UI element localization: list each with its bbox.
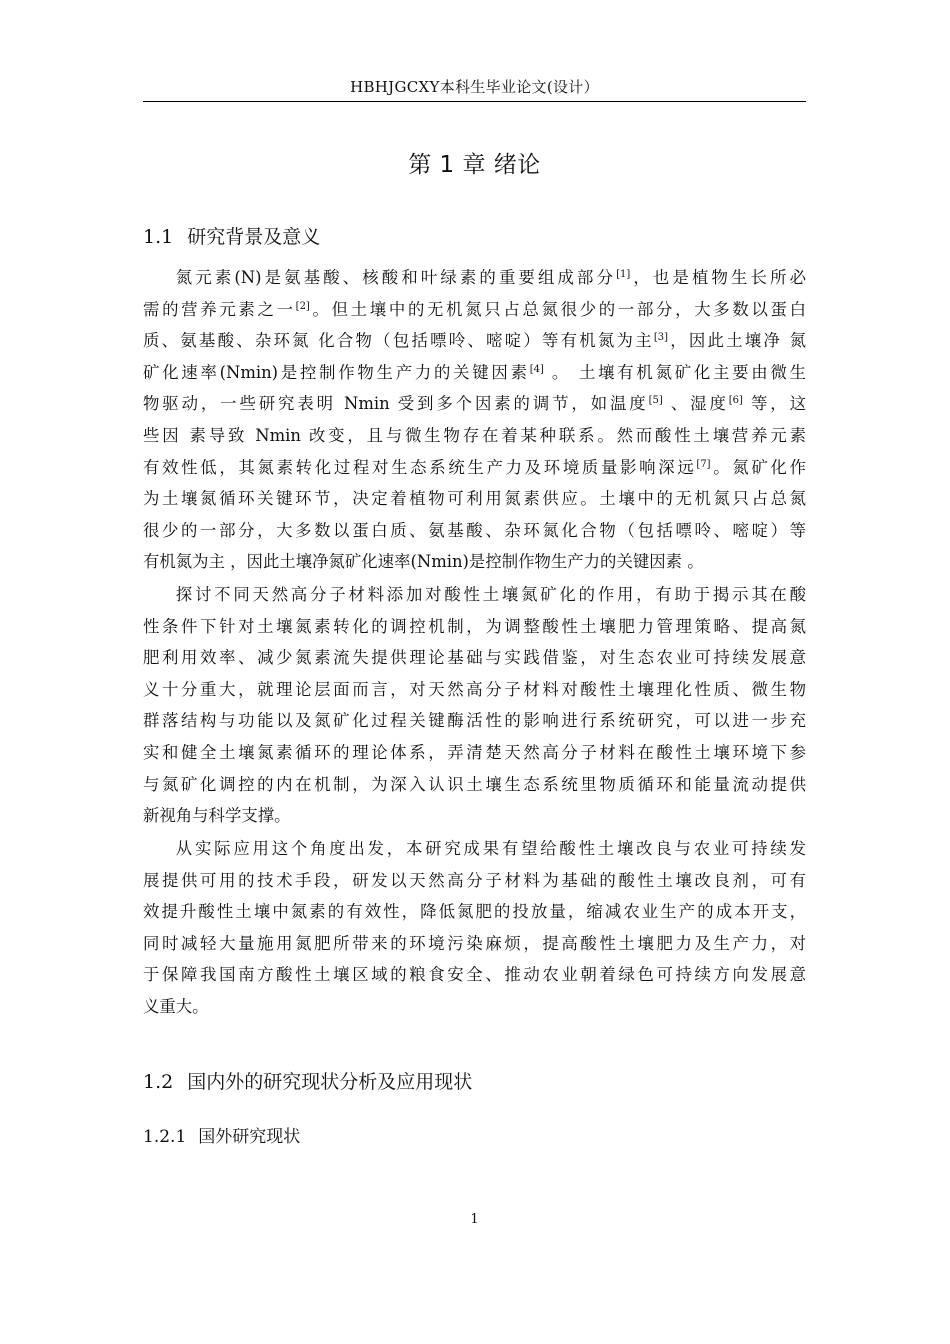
section-title: 国内外的研究现状分析及应用现状 [187,1071,473,1093]
section-number: 1.2 [143,1071,174,1093]
paragraph-line: 很少的一部分，大多数以蛋白质、氨基酸、杂环氮化合物（包括嘌呤、嘧啶）等 [143,520,806,540]
paragraph-line: 矿化速率(Nmin)是控制作物生产力的关键因素[4] 。 土壤有机氮矿化主要由微生 [143,362,806,382]
running-header: HBHJGCXY本科生毕业论文(设计） [350,78,599,96]
paragraph-line: 于保障我国南方酸性土壤区域的粮食安全、推动农业朝着绿色可持续方向发展意 [143,965,806,985]
citation: [6] [728,395,743,407]
citation: [2] [295,300,310,312]
paragraph-line: 新视角与科学支撑。 [143,806,291,826]
paragraph-line: 效提升酸性土壤中氮素的有效性，降低氮肥的投放量，缩减农业生产的成本开支， [143,902,806,922]
paragraph-line: 些因 素导致 Nmin 改变，且与微生物存在着某种联系。然而酸性土壤营养元素 [143,425,806,445]
citation: [3] [653,332,669,344]
citation: [5] [648,395,663,407]
paragraph-theory [143,579,806,832]
subsection-title: 国外研究现状 [198,1127,301,1147]
paragraph-line: 质、氨基酸、杂环氮 化合物（包括嘌呤、嘧啶）等有机氮为主[3]，因此土壤净 氮 [143,331,806,351]
paragraph-background [143,262,806,578]
section-number: 1.1 [143,226,174,248]
paragraph-line: 肥利用效率、减少氮素流失提供理论基础与实践借鉴，对生态农业可持续发展意 [143,648,806,668]
paragraph-line: 义重大。 [143,996,209,1016]
paragraph-line: 为土壤氮循环关键环节，决定着植物可利用氮素供应。土壤中的无机氮只占总氮 [143,489,806,509]
paragraph-line: 有效性低，其氮素转化过程对生态系统生产力及环境质量影响深远[7]。氮矿化作 [143,457,807,477]
section-heading-1-1 [143,222,320,249]
citation: [1] [616,269,631,280]
header-rule [143,101,806,102]
paragraph-line: 探讨不同天然高分子材料添加对酸性土壤氮矿化的作用，有助于揭示其在酸 [175,585,806,604]
paragraph-line: 同时减轻大量施用氮肥所带来的环境污染麻烦，提高酸性土壤肥力及生产力，对 [143,933,806,953]
paragraph-line: 义十分重大，就理论层面而言，对天然高分子材料对酸性土壤理化性质、微生物 [143,679,806,699]
section-heading-1-2 [143,1067,472,1094]
paragraph-line: 性条件下针对土壤氮素转化的调控机制，为调整酸性土壤肥力管理策略、提高氮 [143,616,806,636]
paragraph-line: 展提供可用的技术手段，研发以天然高分子材料为基础的酸性土壤改良剂，可有 [143,870,806,890]
paragraph-application [143,833,806,1023]
paragraph-line: 从实际应用这个角度出发，本研究成果有望给酸性土壤改良与农业可持续发 [175,839,806,858]
citation: [7] [696,458,711,470]
paragraph-line: 实和健全土壤氮素循环的理论体系，弄清楚天然高分子材料在酸性土壤环境下参 [143,742,806,762]
paragraph-line: 与氮矿化调控的内在机制，为深入认识土壤生态系统里物质循环和能量流动提供 [143,774,806,794]
subsection-number: 1.2.1 [143,1127,187,1147]
paragraph-line: 物驱动，一些研究表明 Nmin 受到多个因素的调节，如温度[5] 、湿度[6] 等，这 [143,394,806,414]
section-title: 研究背景及意义 [187,226,321,248]
paragraph-line: 需的营养元素之一[2]。但土壤中的无机氮只占总氮很少的一部分，大多数以蛋白 [143,299,807,319]
page-number: 1 [470,1212,479,1227]
paragraph-line: 群落结构与功能以及氮矿化过程关键酶活性的影响进行系统研究，可以进一步充 [143,711,806,731]
paragraph-line: 氮元素(N)是氨基酸、核酸和叶绿素的重要组成部分[1]，也是植物生长所必 [175,268,806,287]
chapter-title: 第 1 章 绪论 [408,152,541,178]
subsection-heading-1-2-1 [143,1122,300,1147]
citation: [4] [529,363,544,375]
paragraph-line: 有机氮为主 ，因此土壤净氮矿化速率(Nmin)是控制作物生产力的关键因素 。 [143,552,704,572]
